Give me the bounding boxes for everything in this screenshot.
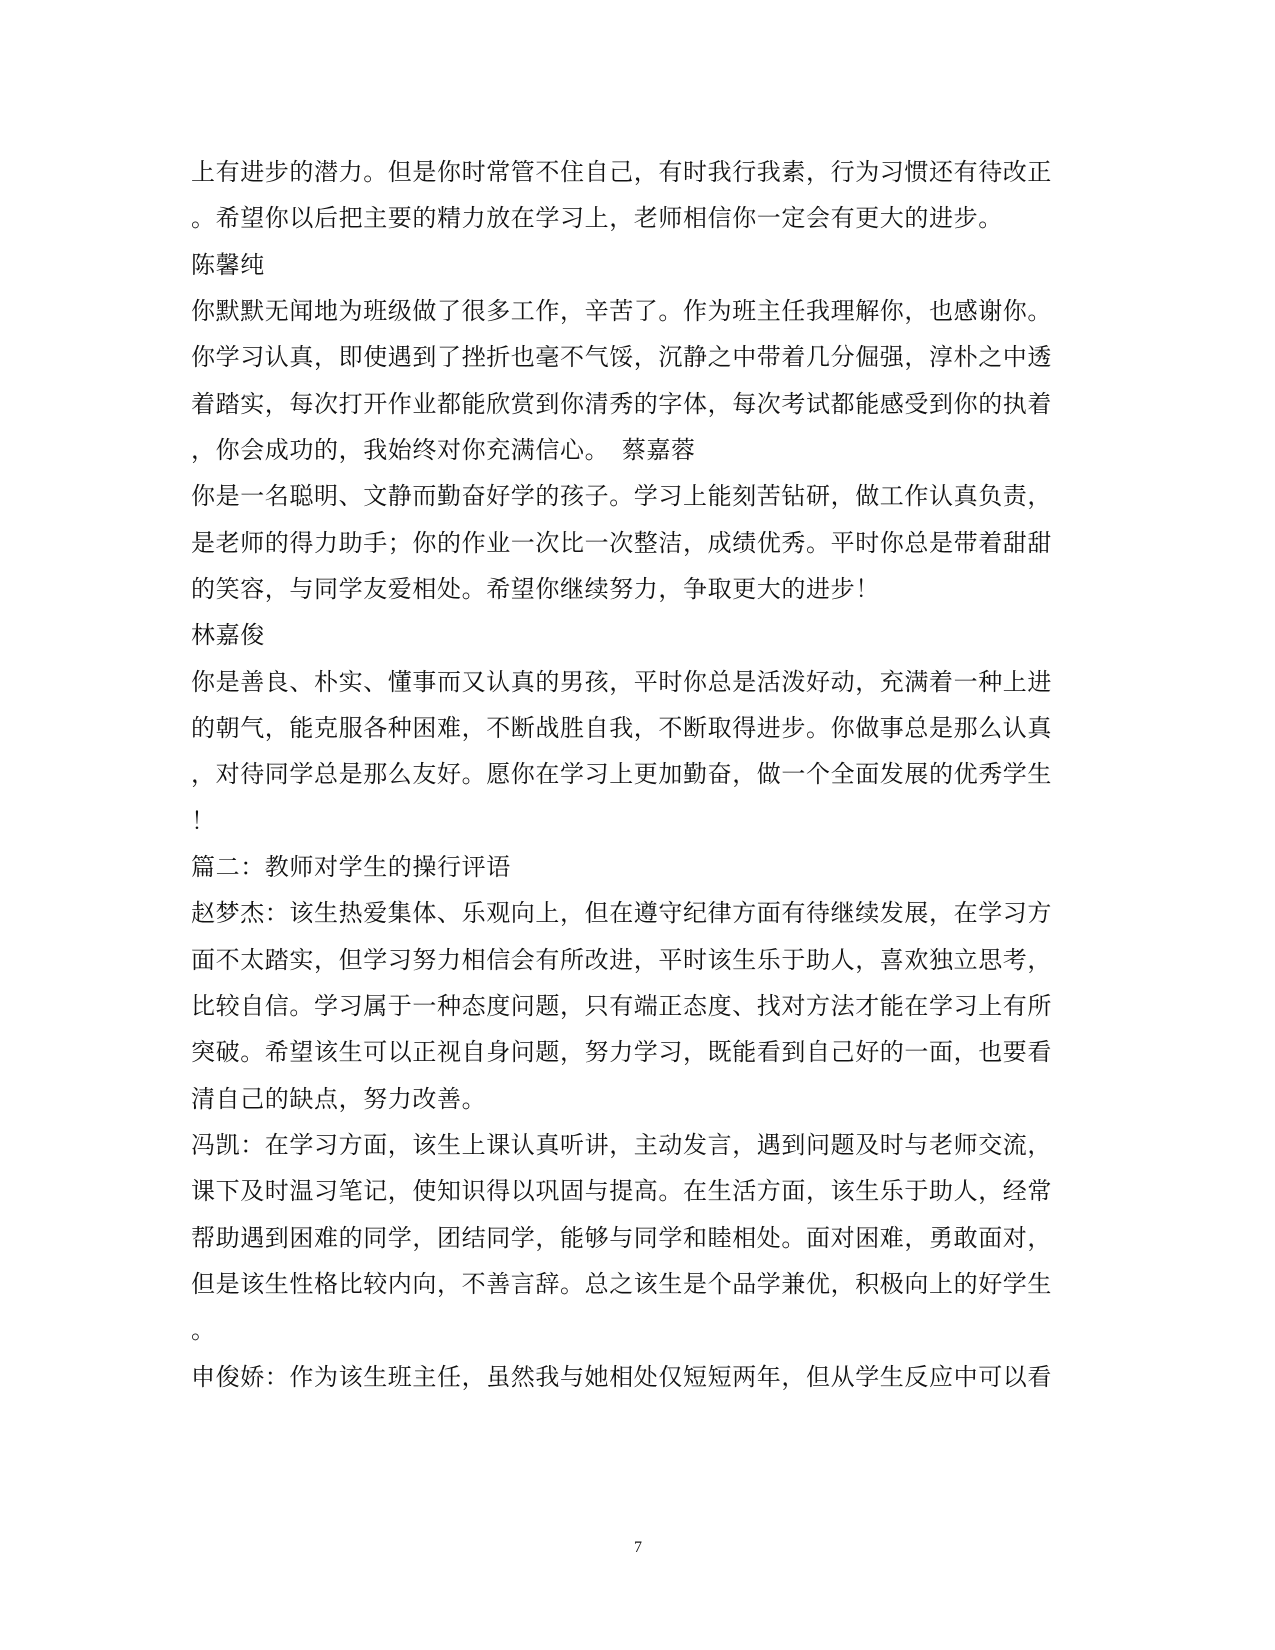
text-line: 。希望你以后把主要的精力放在学习上，老师相信你一定会有更大的进步。	[191, 204, 1003, 232]
text-line: 比较自信。学习属于一种态度问题，只有端正态度、找对方法才能在学习上有所	[191, 992, 1052, 1020]
student-name: 林嘉俊	[191, 621, 265, 649]
text-line: 是老师的得力助手；你的作业一次比一次整洁，成绩优秀。平时你总是带着甜甜	[191, 529, 1052, 557]
text-line: 赵梦杰：该生热爱集体、乐观向上，但在遵守纪律方面有待继续发展，在学习方	[191, 899, 1052, 927]
text-line: ，对待同学总是那么友好。愿你在学习上更加勤奋，做一个全面发展的优秀学生	[191, 760, 1052, 788]
text-line: 冯凯：在学习方面，该生上课认真听讲，主动发言，遇到问题及时与老师交流，	[191, 1131, 1052, 1159]
text-line: 申俊娇：作为该生班主任，虽然我与她相处仅短短两年，但从学生反应中可以看	[191, 1363, 1052, 1391]
text-line: 你是善良、朴实、懂事而又认真的男孩，平时你总是活泼好动，充满着一种上进	[191, 668, 1052, 696]
section-heading: 篇二：教师对学生的操行评语	[191, 853, 511, 881]
text-line: 的笑容，与同学友爱相处。希望你继续努力，争取更大的进步！	[191, 575, 880, 603]
text-line: 帮助遇到困难的同学，团结同学，能够与同学和睦相处。面对困难，勇敢面对，	[191, 1224, 1052, 1252]
text-line: 你学习认真，即使遇到了挫折也毫不气馁，沉静之中带着几分倔强，淳朴之中透	[191, 343, 1052, 371]
text-line: 清自己的缺点，努力改善。	[191, 1085, 487, 1113]
text-line: 你是一名聪明、文静而勤奋好学的孩子。学习上能刻苦钻研，做工作认真负责，	[191, 482, 1052, 510]
text-line: ！	[191, 807, 216, 835]
text-line: ，你会成功的，我始终对你充满信心。 蔡嘉蓉	[191, 436, 696, 464]
text-line: 着踏实，每次打开作业都能欣赏到你清秀的字体，每次考试都能感受到你的执着	[191, 390, 1052, 418]
text-line: 。	[191, 1316, 216, 1344]
text-line: 的朝气，能克服各种困难，不断战胜自我，不断取得进步。你做事总是那么认真	[191, 714, 1052, 742]
text-line: 但是该生性格比较内向，不善言辞。总之该生是个品学兼优，积极向上的好学生	[191, 1270, 1052, 1298]
text-line: 你默默无闻地为班级做了很多工作，辛苦了。作为班主任我理解你，也感谢你。	[191, 297, 1052, 325]
text-line: 上有进步的潜力。但是你时常管不住自己，有时我行我素，行为习惯还有待改正	[191, 158, 1052, 186]
text-line: 面不太踏实，但学习努力相信会有所改进，平时该生乐于助人，喜欢独立思考，	[191, 946, 1052, 974]
page-number: 7	[634, 1539, 642, 1556]
student-name: 陈馨纯	[191, 251, 265, 279]
text-line: 突破。希望该生可以正视自身问题，努力学习，既能看到自己好的一面，也要看	[191, 1038, 1052, 1066]
text-line: 课下及时温习笔记，使知识得以巩固与提高。在生活方面，该生乐于助人，经常	[191, 1177, 1052, 1205]
